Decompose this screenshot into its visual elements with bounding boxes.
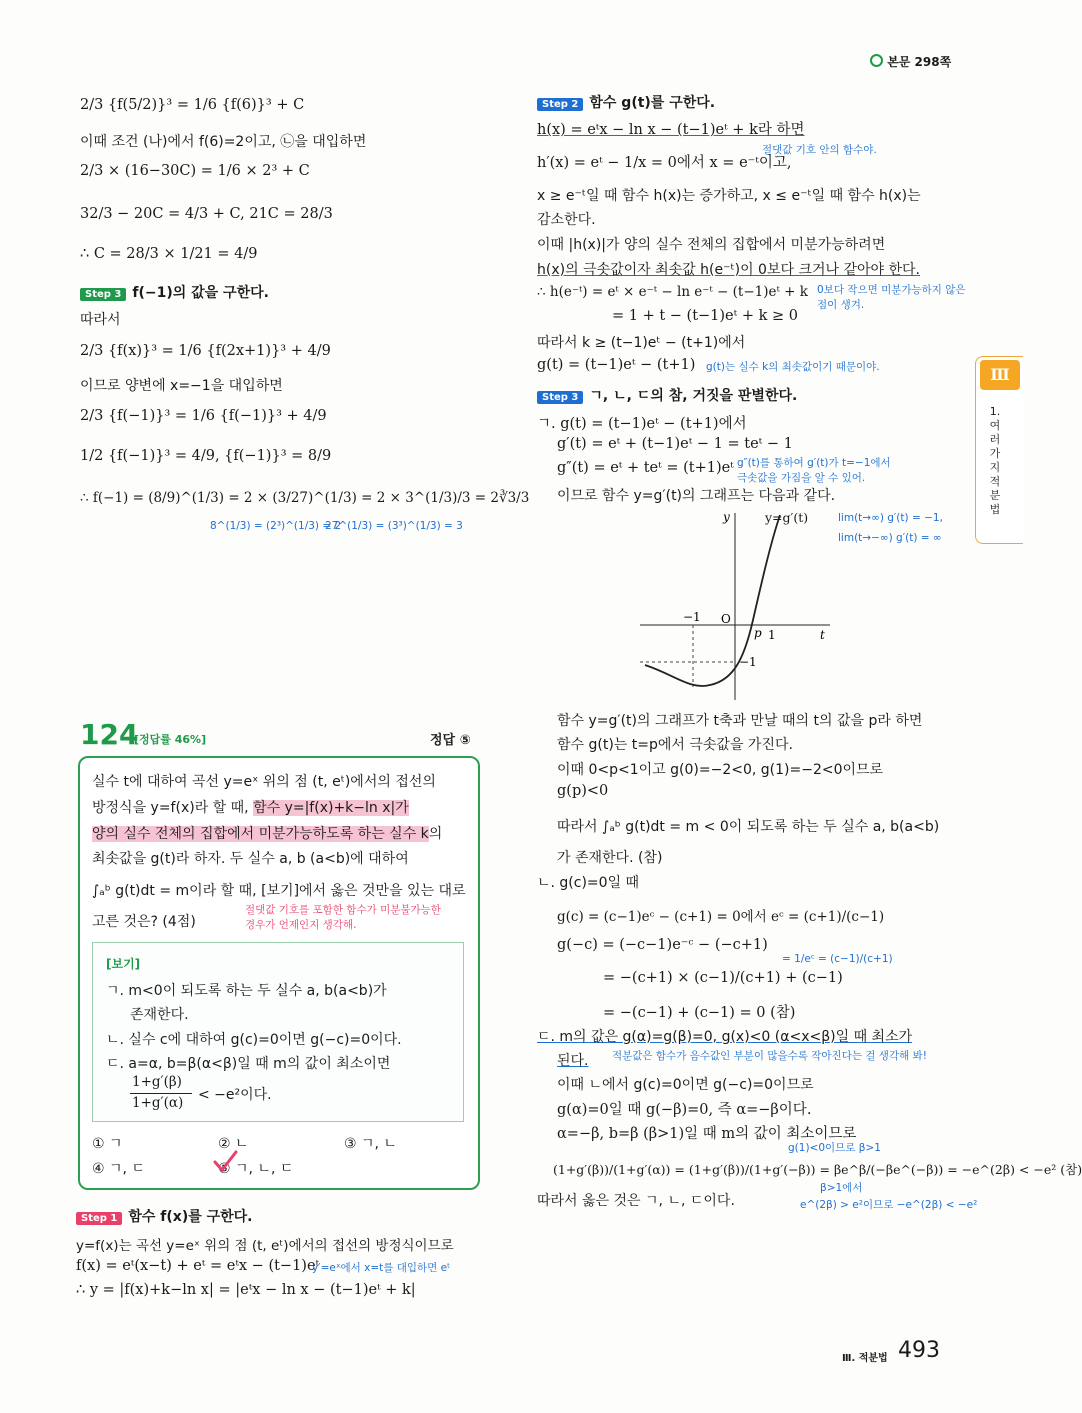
text-line: 감소한다.: [537, 212, 596, 228]
choice-2[interactable]: ② ㄴ: [218, 1136, 249, 1152]
annotation-note: e^(2β) > e²이므로 −e^(2β) < −e²: [800, 1199, 978, 1211]
label-origin: O: [721, 612, 731, 626]
equation-h-prime: h′(x) = eᵗ − 1/x = 0에서 x = e⁻ᵗ이고,: [537, 155, 792, 171]
bogi-item: ㄱ. m<0이 되도록 하는 두 실수 a, b(a<b)가: [106, 983, 387, 999]
text-line: 함수 g(t)는 t=p에서 극솟값을 가진다.: [557, 737, 793, 753]
text-line: 이므로 함수 y=g′(t)의 그래프는 다음과 같다.: [557, 488, 836, 504]
annotation-note: 점이 생겨.: [817, 299, 865, 311]
problem-text: 최솟값을 g(t)라 하자. 두 실수 a, b (a<b)에 대하여: [92, 851, 409, 867]
graph-curve-label: y=g′(t): [765, 510, 809, 525]
text-line: 이므로 양변에 x=−1을 대입하면: [80, 378, 283, 394]
problem-text: 실수 t에 대하여 곡선 y=eˣ 위의 점 (t, eᵗ)에서의 접선의: [92, 774, 436, 790]
equation-line: g(−c) = (−c−1)e⁻ᶜ − (−c+1): [557, 937, 768, 953]
choice-5[interactable]: ⑤ ㄱ, ㄴ, ㄷ: [218, 1161, 294, 1177]
page-reference-text: 본문 298쪽: [887, 55, 952, 69]
annotation-note: g(t)는 실수 k의 최솟값이기 때문이야.: [706, 361, 880, 373]
text-line: 이때 ㄴ에서 g(c)=0이면 g(−c)=0이므로: [557, 1077, 814, 1093]
text-line: 된다.: [557, 1053, 589, 1069]
page-number: 493: [898, 1338, 940, 1363]
equation-g: g(t) = (t−1)eᵗ − (t+1): [537, 357, 696, 373]
equation-2: 2/3 × (16−30C) = 1/6 × 2³ + C: [80, 163, 310, 179]
annotation-note: 27^(1/3) = (3³)^(1/3) = 3: [325, 520, 463, 532]
text-line: 따라서 k ≥ (t−1)eᵗ − (t+1)에서: [537, 335, 746, 351]
label-t: t: [820, 628, 825, 642]
equation-line: α=−β, b=β (β>1)일 때 m의 값이 최소이므로: [557, 1126, 857, 1142]
equation-4: ∴ C = 28/3 × 1/21 = 4/9: [80, 246, 258, 262]
label-y: y: [723, 510, 730, 524]
equation-g-prime: g′(t) = eᵗ + (t−1)eᵗ − 1 = teᵗ − 1: [557, 436, 793, 452]
label-minus1-t: −1: [683, 610, 701, 624]
equation-3: 32/3 − 20C = 4/3 + C, 21C = 28/3: [80, 206, 333, 222]
annotation-note: 8^(1/3) = (2³)^(1/3) = 2: [210, 520, 342, 532]
text-line: y=f(x)는 곡선 y=eˣ 위의 점 (t, eᵗ)에서의 접선의 방정식이므로: [76, 1238, 454, 1254]
bogi-item: ㄷ. a=α, b=β(α<β)일 때 m의 값이 최소이면: [106, 1056, 391, 1072]
equation-8: ∴ f(−1) = (8/9)^(1/3) = 2 × (3/27)^(1/3) = 2 × 3^(1/3)/3 = 2∛3/3: [80, 490, 530, 506]
equation-line: (1+g′(β))/(1+g′(α)) = (1+g′(β))/(1+g′(−β)) = βe^β/(−βe^(−β)) = −e^(2β) < −e² (참): [553, 1162, 1082, 1177]
answer-label: 정답 ⑤: [430, 733, 471, 748]
step2-heading: [537, 92, 715, 112]
text-line: 따라서 옳은 것은 ㄱ, ㄴ, ㄷ이다.: [537, 1193, 735, 1209]
label-1: 1: [768, 628, 776, 642]
correct-rate: [정답률 46%]: [134, 733, 207, 746]
chapter-label-char: 가: [989, 447, 1001, 460]
problem-text: ∫ₐᵇ g(t)dt = m이라 할 때, [보기]에서 옳은 것만을 있는 대로: [92, 883, 466, 899]
equation-6: 2/3 {f(−1)}³ = 1/6 {f(−1)}³ + 4/9: [80, 408, 327, 424]
chapter-label-char: 1.: [989, 405, 1001, 418]
problem-highlight: 양의 실수 전체의 집합에서 미분가능하도록 하는 실수 k: [92, 826, 429, 842]
equation-line: g(p)<0: [557, 783, 609, 799]
problem-highlight: 함수 y=|f(x)+k−ln x|가: [253, 800, 409, 816]
step2-badge: Step 2: [537, 98, 583, 111]
problem-note: 절댓값 기호를 포함한 함수가 미분불가능한: [245, 904, 441, 916]
equation-g-double-prime: g″(t) = eᵗ + teᵗ = (t+1)eᵗ: [557, 460, 734, 476]
text-line: 이때 |h(x)|가 양의 실수 전체의 집합에서 미분가능하려면: [537, 237, 886, 253]
bogi-fraction-num: 1+g′(β): [132, 1074, 182, 1090]
step3-title-right: ㄱ, ㄴ, ㄷ의 참, 거짓을 판별한다.: [589, 388, 798, 404]
annotation-note: = 1/eᶜ = (c−1)/(c+1): [782, 953, 893, 965]
equation-7: 1/2 {f(−1)}³ = 4/9, {f(−1)}³ = 8/9: [80, 448, 332, 464]
choice-4[interactable]: ④ ㄱ, ㄷ: [92, 1161, 145, 1177]
equation-y: ∴ y = |f(x)+k−ln x| = |eᵗx − ln x − (t−1)eᵗ + k|: [76, 1282, 416, 1298]
annotation-note: β>1에서: [820, 1182, 863, 1194]
choice-3[interactable]: ③ ㄱ, ㄴ: [344, 1136, 397, 1152]
text-line: ㄴ. g(c)=0일 때: [537, 875, 640, 891]
problem-number: 124: [80, 718, 139, 751]
step1-badge: Step 1: [76, 1212, 122, 1225]
annotation-note: g″(t)를 통하여 g′(t)가 t=−1에서: [737, 457, 891, 469]
footer-section: Ⅲ. 적분법: [842, 1353, 888, 1364]
chapter-label-char: 법: [989, 503, 1001, 516]
chapter-roman: Ⅲ: [980, 360, 1020, 390]
chapter-label-char: 분: [989, 489, 1001, 502]
chapter-label-char: 지: [989, 461, 1001, 474]
annotation-note: 적분값은 함수가 음수값인 부분이 많을수록 작아진다는 걸 생각해 봐!: [612, 1050, 927, 1062]
problem-text-plain: 방정식을 y=f(x)라 할 때,: [92, 800, 254, 816]
step3-title: f(−1)의 값을 구한다.: [132, 285, 269, 301]
problem-text-plain: 의: [428, 826, 443, 842]
equation-h-min: ∴ h(e⁻ᵗ) = eᵗ × e⁻ᵗ − ln e⁻ᵗ − (t−1)eᵗ + k: [537, 284, 808, 300]
equation-line: ㄱ. g(t) = (t−1)eᵗ − (t+1)에서: [537, 416, 747, 432]
step3-heading-right: [537, 385, 797, 405]
g-prime-curve: [645, 515, 780, 686]
step2-title: 함수 g(t)를 구한다.: [589, 95, 716, 111]
text-line: 이때 조건 (나)에서 f(6)=2이고, ㉡을 대입하면: [80, 134, 367, 150]
equation-h-min-2: = 1 + t − (t−1)eᵗ + k ≥ 0: [612, 308, 798, 324]
equation-f: f(x) = eᵗ(x−t) + eᵗ = eᵗx − (t−1)eᵗ: [76, 1258, 320, 1274]
label-p: p: [754, 626, 762, 640]
text-line: 함수 y=g′(t)의 그래프가 t축과 만날 때의 t의 값을 p라 하면: [557, 713, 923, 729]
text-line: ㄷ. m의 값은 g(α)=g(β)=0, g(x)<0 (α<x<β)일 때 최소가: [537, 1029, 913, 1045]
annotation-note: g(1)<0이므로 β>1: [788, 1142, 881, 1154]
equation-5: 2/3 {f(x)}³ = 1/6 {f(2x+1)}³ + 4/9: [80, 343, 331, 359]
annotation-note: lim(t→∞) g′(t) = −1,: [838, 512, 943, 524]
annotation-note: lim(t→−∞) g′(t) = ∞: [838, 532, 942, 544]
circle-icon: [870, 54, 883, 67]
chapter-label-char: 적: [989, 475, 1001, 488]
annotation-note: 0보다 작으면 미분가능하지 않은: [817, 284, 966, 296]
equation-line: = −(c+1) × (c−1)/(c+1) + (c−1): [603, 970, 843, 986]
checkmark-icon: [212, 1150, 238, 1174]
step1-heading: [76, 1206, 253, 1226]
equation-h: h(x) = eᵗx − ln x − (t−1)eᵗ + k라 하면: [537, 122, 805, 138]
text-line: 따라서: [80, 312, 121, 328]
problem-text: [92, 797, 409, 817]
problem-note: 경우가 언제인지 생각해.: [245, 919, 357, 931]
step1-title: 함수 f(x)를 구한다.: [128, 1209, 253, 1225]
equation-line: g(c) = (c−1)eᶜ − (c+1) = 0에서 eᶜ = (c+1)/(c−1): [557, 909, 885, 925]
text-line: 가 존재한다. (참): [557, 850, 663, 866]
annotation-note: 극솟값을 가짐을 알 수 있어.: [737, 472, 866, 484]
chapter-label-char: 러: [989, 433, 1001, 446]
bogi-item: < −e²이다.: [198, 1087, 272, 1103]
fraction-bar: [130, 1093, 192, 1094]
chapter-label: [985, 405, 1005, 517]
text-line: 따라서 ∫ₐᵇ g(t)dt = m < 0이 되도록 하는 두 실수 a, b(a<b): [557, 819, 940, 835]
problem-text: [92, 823, 442, 843]
annotation-note: y′=eˣ에서 x=t를 대입하면 eᵗ: [312, 1262, 451, 1274]
problem-text: 고른 것은? (4점): [92, 914, 196, 930]
bogi-title: [보기]: [106, 957, 141, 971]
equation-1: 2/3 {f(5/2)}³ = 1/6 {f(6)}³ + C: [80, 97, 305, 113]
step3-badge-right: Step 3: [537, 391, 583, 404]
text-line: 이때 0<p<1이고 g(0)=−2<0, g(1)=−2<0이므로: [557, 762, 884, 778]
bogi-fraction-den: 1+g′(α): [132, 1095, 184, 1111]
step3-heading: [80, 282, 269, 302]
text-line: x ≥ e⁻ᵗ일 때 함수 h(x)는 증가하고, x ≤ e⁻ᵗ일 때 함수 h(x)는: [537, 188, 921, 204]
bogi-item: 존재한다.: [130, 1007, 189, 1023]
bogi-item: ㄴ. 실수 c에 대하여 g(c)=0이면 g(−c)=0이다.: [106, 1032, 402, 1048]
equation-line: = −(c−1) + (c−1) = 0 (참): [603, 1005, 796, 1021]
page-reference: [870, 53, 951, 70]
chapter-label-char: 여: [989, 419, 1001, 432]
label-minus1-y: −1: [739, 655, 757, 669]
text-line: h(x)의 극솟값이자 최솟값 h(e⁻ᵗ)이 0보다 크거나 같아야 한다.: [537, 262, 920, 278]
annotation-note: 절댓값 기호 안의 함수야.: [762, 144, 877, 156]
step3-badge: Step 3: [80, 288, 126, 301]
choice-1[interactable]: ① ㄱ: [92, 1136, 123, 1152]
equation-line: g(α)=0일 때 g(−β)=0, 즉 α=−β이다.: [557, 1102, 812, 1118]
